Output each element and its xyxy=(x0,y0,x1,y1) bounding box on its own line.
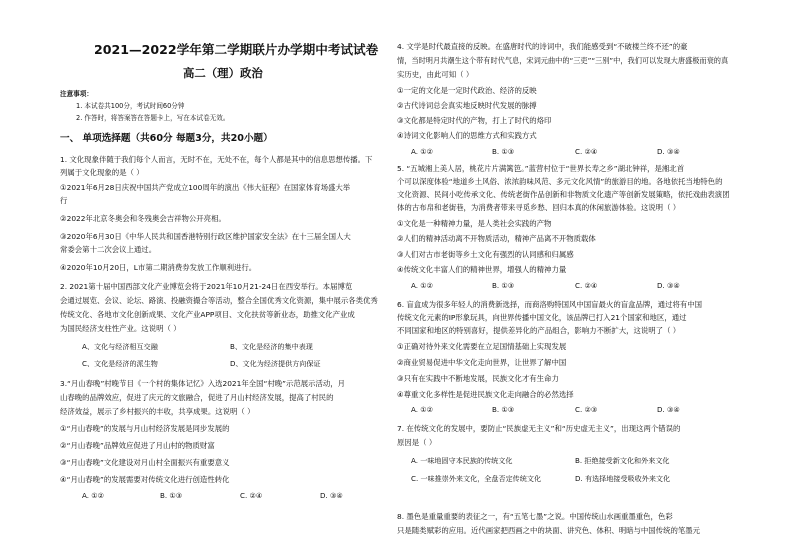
question-2-stem: 为国民经济支柱性产业。这说明（ ） xyxy=(60,324,181,333)
question-2-option-c[interactable]: C、文化是经济的派生物 xyxy=(82,359,158,368)
question-4-item: ②古代诗词总会真实地反映时代发展的脉搏 xyxy=(397,101,537,110)
question-4-option-d[interactable]: D. ③④ xyxy=(657,147,680,156)
question-6-item: ④尊重文化多样性是促进民族文化走向融合的必然选择 xyxy=(397,390,574,399)
question-3-stem: 经济效益，展示了乡村振兴的丰收，共享成果。这说明（ ） xyxy=(60,407,255,416)
question-7-option-b[interactable]: B. 拒绝接受新文化和外来文化 xyxy=(575,456,670,465)
question-8-stem: 只是随类赋彩的应用。近代画家把西画之中的块面、讲究色、体积、明暗与中国传统的笔墨元 xyxy=(397,526,701,535)
notice-item: 1. 本试卷共100分，考试时间60分钟 xyxy=(76,102,185,110)
question-5-stem: 体的古布帛和老街巷，为消费者带来寻觅乡愁、回归本真的休闲旅游体验。这说明（ ） xyxy=(397,203,681,212)
question-6-stem: 6. 盲盒成为很多年轻人的消费新选择，而商洛购特国风中国盲最火的盲盒品牌，通过将有中国 xyxy=(397,300,703,309)
question-3-item: ③“月山春晚”文化建设对月山村全面振兴有重要意义 xyxy=(60,458,230,467)
question-7-stem: 7. 在传统文化的发展中，要防止“民族虚无主义”和“历史虚无主义”，出现这两个错误的 xyxy=(397,424,681,433)
question-6-option-c[interactable]: C. ②③ xyxy=(575,405,598,414)
question-6-stem: 不同国家和地区的特别喜好，提供差异化的产品组合，影响力不断扩大，这说明了（ ） xyxy=(397,326,681,335)
question-5-item: ④传统文化丰富人们的精神世界，增强人的精神力量 xyxy=(397,265,567,274)
question-5-item: ②人们的精神活动离不开物质活动，精神产品离不开物质载体 xyxy=(397,234,596,243)
question-3-option-c[interactable]: C. ②④ xyxy=(240,491,263,500)
question-6-option-a[interactable]: A. ①② xyxy=(411,405,433,414)
question-6-item: ②商业贸易促进中华文化走向世界，让世界了解中国 xyxy=(397,358,567,367)
question-2-stem: 2. 2021第十届中国西部文化产业博览会将于2021年10月21-24日在西安举行。本届博览 xyxy=(60,282,353,291)
question-1-item: ③2020年6月30日《中华人民共和国香港特别行政区维护国家安全法》在十三届全国人大 xyxy=(60,232,351,241)
question-5-option-c[interactable]: C. ②④ xyxy=(575,281,598,290)
question-1-item: ①2021年6月28日庆祝中国共产党成立100周年的演出《伟大征程》在国家体育场盛大举 xyxy=(60,183,351,192)
question-1-item: ④2020年10月20日，L市第二期消费券发放工作顺利进行。 xyxy=(60,263,257,272)
question-3-stem: 山春晚的品牌效应，促进了庆元的文旅融合，促进了月山村经济发展，提高了村民的 xyxy=(60,393,334,402)
question-2-option-b[interactable]: B、文化是经济的集中表现 xyxy=(230,342,313,351)
exam-subtitle: 高二（理）政治 xyxy=(183,66,263,80)
question-5-option-b[interactable]: B. ①③ xyxy=(492,281,515,290)
question-3-stem: 3.“月山春晚”村晚节目《一个村的集体记忆》入选2021年全国“村晚”示范展示活动，月 xyxy=(60,379,346,388)
question-7-stem: 原因是（ ） xyxy=(397,438,437,447)
notice-heading: 注意事项： xyxy=(60,90,93,98)
question-8-stem: 8. 墨色是重量重要的表征之一，有“五笔七墨”之说。中国传统山水画重墨重色，色彩 xyxy=(397,512,673,521)
question-4-item: ③文化都是特定时代的产物，打上了时代的烙印 xyxy=(397,116,552,125)
question-2-option-a[interactable]: A、文化与经济相互交融 xyxy=(82,342,158,351)
question-5-stem: 文化资源、民间小吃传承文化、传统老街作品创新和非物质文化遗产等创新发展策略，依托戏曲表演团 xyxy=(397,190,730,199)
question-4-option-b[interactable]: B. ①③ xyxy=(492,147,515,156)
question-5-stem: 个可以深度体验“地道乡土风俗、浓浓韵味风范、多元文化风情”的旅游目的地。各地依托当地特色的 xyxy=(397,177,723,186)
question-7-option-a[interactable]: A. 一味地固守本民族的传统文化 xyxy=(411,456,513,465)
question-7-option-d[interactable]: D. 有选择地接受吸收外来文化 xyxy=(575,474,671,483)
question-1-item: 常委会第十二次会议上通过。 xyxy=(60,245,157,254)
question-2-stem: 会通过展览、会议、论坛、路演、投融资撮合等活动，整合全国优秀文化资源，集中展示各类优秀 xyxy=(60,296,378,305)
question-2-stem: 传统文化、各地市文化创新成果、文化产业APP项目、文化扶贫等新业态，助推文化产业成 xyxy=(60,310,355,319)
question-6-item: ①正确对待外来文化需要在立足国情基础上实现发展 xyxy=(397,342,567,351)
question-3-option-d[interactable]: D. ③④ xyxy=(320,491,343,500)
question-5-stem: 5. “五城湘上美人居，桃花片片满篱笆。”蓝营村位于“世界长寿之乡”湖北钟祥，是湘北首 xyxy=(397,164,685,173)
question-7-option-c[interactable]: C. 一味推崇外来文化，全盘否定传统文化 xyxy=(411,474,542,483)
question-3-item: ④“月山春晚”的发展需要对传统文化进行创造性转化 xyxy=(60,475,230,484)
question-4-option-c[interactable]: C. ②④ xyxy=(575,147,598,156)
question-5-option-a[interactable]: A. ①② xyxy=(411,281,433,290)
question-4-stem: 情，当时明月共潮生这个带有时代气息，宋词元曲中的“三吏”“三别”中，我们可以发现大唐盛极而衰的真 xyxy=(397,56,729,65)
question-1-stem: 列属于文化现象的是（ ） xyxy=(60,168,144,177)
question-4-item: ④诗词文化影响人们的思维方式和实践方式 xyxy=(397,131,537,140)
question-3-item: ①“月山春晚”的发展与月山村经济发展是同步发展的 xyxy=(60,424,230,433)
question-2-option-d[interactable]: D、文化为经济提供方向保证 xyxy=(230,359,321,368)
exam-title: 2021—2022学年第二学期联片办学期中考试试卷 xyxy=(94,42,379,57)
question-1-item: 行 xyxy=(60,196,68,205)
question-3-option-a[interactable]: A. ①② xyxy=(82,491,104,500)
question-6-option-b[interactable]: B. ①③ xyxy=(492,405,515,414)
question-4-option-a[interactable]: A. ①② xyxy=(411,147,433,156)
question-6-option-d[interactable]: D. ③④ xyxy=(657,405,680,414)
question-5-item: ①文化是一种精神力量，是人类社会实践的产物 xyxy=(397,219,552,228)
section-heading: 一、 单项选择题（共60分 每题3分，共20小题） xyxy=(60,133,273,144)
question-4-stem: 实历史，由此可知（ ） xyxy=(397,70,474,79)
question-5-option-d[interactable]: D. ③④ xyxy=(657,281,680,290)
question-6-item: ③只有在实践中不断地发展，民族文化才有生命力 xyxy=(397,374,559,383)
question-1-item: ②2022年北京冬奥会和冬残奥会吉祥物公开亮相。 xyxy=(60,214,226,223)
notice-item: 2. 作答时，将答案答在答题卡上，写在本试卷无效。 xyxy=(76,114,230,122)
question-4-stem: 4. 文学是时代最直接的反映。在盛唐时代的诗词中，我们能感受到“不破楼兰终不还”的豪 xyxy=(397,42,688,51)
question-3-item: ②“月山春晚”品牌效应促进了月山村的物质财富 xyxy=(60,441,215,450)
question-3-option-b[interactable]: B. ①③ xyxy=(160,491,183,500)
question-6-stem: 传统文化元素的IP形象玩具，向世界传播中国文化，该品牌已打入21个国家和地区，通过 xyxy=(397,313,687,322)
question-1-stem: 1. 文化现象伴随于我们每个人而言，无时不在，无处不在，每个人都是其中的信息思想传播。下 xyxy=(60,155,373,164)
question-5-item: ③人们对古市老街等乡土文化有强烈的认同感和归属感 xyxy=(397,250,574,259)
question-4-item: ①一定的文化是一定时代政治、经济的反映 xyxy=(397,86,537,95)
